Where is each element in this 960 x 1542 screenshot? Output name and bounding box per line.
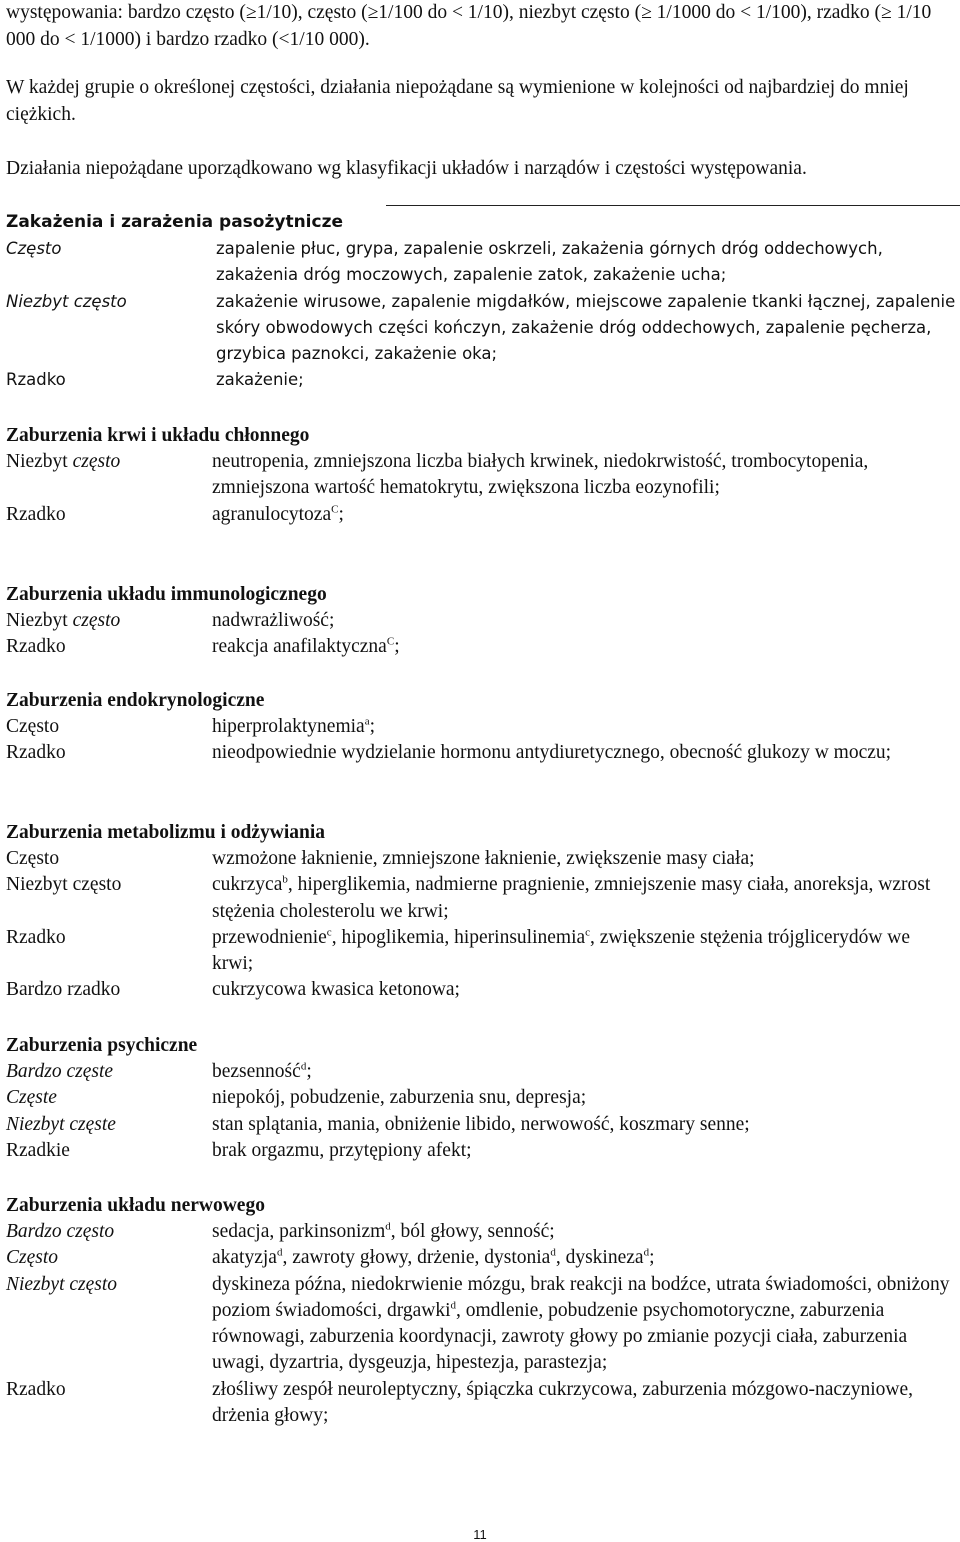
frequency-label: Rzadko xyxy=(6,503,66,525)
frequency-label: Niezbyt często xyxy=(6,291,127,311)
effect-text: stan splątania, mania, obniżenie libido, nerwowość, koszmary senne; xyxy=(212,1113,750,1135)
effect-row xyxy=(6,714,956,740)
effect-row xyxy=(6,1112,956,1138)
effect-row xyxy=(6,502,956,528)
effect-text: przewodnienie$^c$, hipoglikemia, hiperinsulinemia$^c$, zwiększenie stężenia trójglicerydów we krwi; xyxy=(212,926,911,975)
effect-row xyxy=(6,236,956,289)
section-title: Zaburzenia endokrynologiczne xyxy=(6,690,265,711)
effect-text: agranulocytoza$^C$; xyxy=(212,503,344,525)
effect-row xyxy=(6,1138,956,1164)
effect-text: hiperprolaktynemia$^a$; xyxy=(212,715,376,737)
frequency-label: Rzadko xyxy=(6,370,66,390)
frequency-label: Niezbyt często xyxy=(6,451,121,472)
effect-row xyxy=(6,1245,956,1271)
effect-row xyxy=(6,608,956,634)
effect-row xyxy=(6,1085,956,1111)
effect-text: złośliwy zespół neuroleptyczny, śpiączka cukrzycowa, zaburzenia mózgowo-naczyniowe, drżenia głowy; xyxy=(212,1378,913,1427)
frequency-label: Rzadko xyxy=(6,742,66,764)
effect-row xyxy=(6,1059,956,1085)
frequency-label: Często xyxy=(6,716,60,737)
effect-text: zakażenie wirusowe, zapalenie migdałków, miejscowe zapalenie tkanki łącznej, zapalenie skóry obwodowych części kończyn, zakażenie dróg oddechowych, zapalenie pęcherza, grzybica paznokci, zakażenie oka; xyxy=(216,291,956,364)
page-number: 11 xyxy=(473,1527,487,1542)
frequency-label: Częste xyxy=(6,1087,57,1109)
frequency-label: Niezbyt często xyxy=(6,1273,118,1295)
section-infections xyxy=(6,209,956,394)
effect-row xyxy=(6,634,956,660)
effect-text: zapalenie płuc, grypa, zapalenie oskrzeli, zakażenia górnych dróg oddechowych, zakażenia dróg moczowych, zapalenie zatok, zakażenie ucha; xyxy=(216,239,883,285)
intro-paragraph-classification: Działania niepożądane uporządkowano wg klasyfikacji układów i narządów i częstości występowania. xyxy=(6,158,807,179)
frequency-label: Niezbyt często xyxy=(6,874,122,896)
frequency-label: Rzadko xyxy=(6,1378,66,1400)
effect-text: niepokój, pobudzenie, zaburzenia snu, depresja; xyxy=(212,1087,587,1109)
horizontal-divider xyxy=(386,205,960,206)
frequency-label: Rzadkie xyxy=(6,1139,70,1161)
effect-row xyxy=(6,367,956,393)
intro-paragraph-order: W każdej grupie o określonej częstości, działania niepożądane są wymienione w kolejności od najbardziej do mniej ciężkich. xyxy=(6,77,909,125)
effect-text: reakcja anafilaktyczna$^C$; xyxy=(212,635,400,658)
frequency-label: Często xyxy=(6,239,62,258)
effect-row xyxy=(6,846,956,872)
effect-text: cukrzycowa kwasica ketonowa; xyxy=(212,979,460,1001)
section-title: Zakażenia i zarażenia pasożytnicze xyxy=(6,212,344,232)
effect-row xyxy=(6,289,956,368)
effect-row xyxy=(6,1272,956,1377)
effect-text: nieodpowiednie wydzielanie hormonu antydiuretycznego, obecność glukozy w moczu; xyxy=(212,742,892,764)
effect-row xyxy=(6,925,956,978)
section-title: Zaburzenia układu nerwowego xyxy=(6,1195,265,1216)
effect-text: brak orgazmu, przytępiony afekt; xyxy=(212,1139,472,1161)
effect-text: nadwrażliwość; xyxy=(212,610,335,631)
section-metabolism xyxy=(6,819,956,1004)
effect-text: neutropenia, zmniejszona liczba białych krwinek, niedokrwistość, trombocytopenia, zmniejszona wartość hematokrytu, zwiększona liczba eozynofili; xyxy=(212,451,869,499)
frequency-label: Bardzo często xyxy=(6,1221,115,1242)
frequency-label: Rzadko xyxy=(6,926,66,948)
section-endocrine xyxy=(6,687,956,767)
frequency-label: Często xyxy=(6,848,60,869)
frequency-label: Niezbyt częste xyxy=(6,1113,116,1135)
effect-row xyxy=(6,1219,956,1245)
effect-text: wzmożone łaknienie, zmniejszone łaknienie, zwiększenie masy ciała; xyxy=(212,848,755,869)
frequency-label: Bardzo rzadko xyxy=(6,979,121,1001)
effect-row xyxy=(6,872,956,925)
effect-row xyxy=(6,977,956,1003)
section-blood-lymphatic xyxy=(6,422,956,528)
frequency-label: Niezbyt często xyxy=(6,610,121,631)
effect-text: cukrzyca$^b$, hiperglikemia, nadmierne pragnienie, zmniejszenie masy ciała, anoreksja, wzrost stężenia cholesterolu we krwi; xyxy=(212,873,931,922)
effect-text: dyskineza późna, niedokrwienie mózgu, brak reakcji na bodźce, utrata świadomości, obniżony poziom świadomości, drgawki$^d$, omdlenie, pobudzenie psychomotoryczne, zaburzenia równowagi, zaburzenia koordynacji, zawroty głowy po zmianie pozycji ciała, zaburzenia uwagi, dyzartria, dysgeuzja, hipestezja, parastezja; xyxy=(212,1273,950,1374)
section-immune xyxy=(6,581,956,661)
effect-text: akatyzja$^d$, zawroty głowy, drżenie, dystonia$^d$, dyskineza$^d$; xyxy=(212,1246,655,1269)
intro-paragraph-frequency: występowania: bardzo często (≥1/10), często (≥1/100 do < 1/10), niezbyt często (≥ 1/1000 do < 1/100), rzadko (≥ 1/10 000 do < 1/1000) i bardzo rzadko (<1/10 000). xyxy=(6,2,932,50)
frequency-label: Rzadko xyxy=(6,636,66,658)
section-title: Zaburzenia psychiczne xyxy=(6,1035,198,1056)
section-title: Zaburzenia metabolizmu i odżywiania xyxy=(6,822,326,843)
effect-text: sedacja, parkinsonizm$^d$, ból głowy, senność; xyxy=(212,1220,555,1242)
frequency-label: Bardzo częste xyxy=(6,1061,114,1082)
section-title: Zaburzenia krwi i układu chłonnego xyxy=(6,425,310,446)
effect-row xyxy=(6,1377,956,1430)
effect-row xyxy=(6,740,956,766)
effect-row xyxy=(6,449,956,502)
effect-text: bezsenność$^d$; xyxy=(212,1060,312,1082)
section-nervous-system xyxy=(6,1192,956,1429)
section-psychiatric xyxy=(6,1032,956,1164)
frequency-label: Często xyxy=(6,1247,59,1269)
section-title: Zaburzenia układu immunologicznego xyxy=(6,584,327,605)
effect-text: zakażenie; xyxy=(216,370,304,390)
